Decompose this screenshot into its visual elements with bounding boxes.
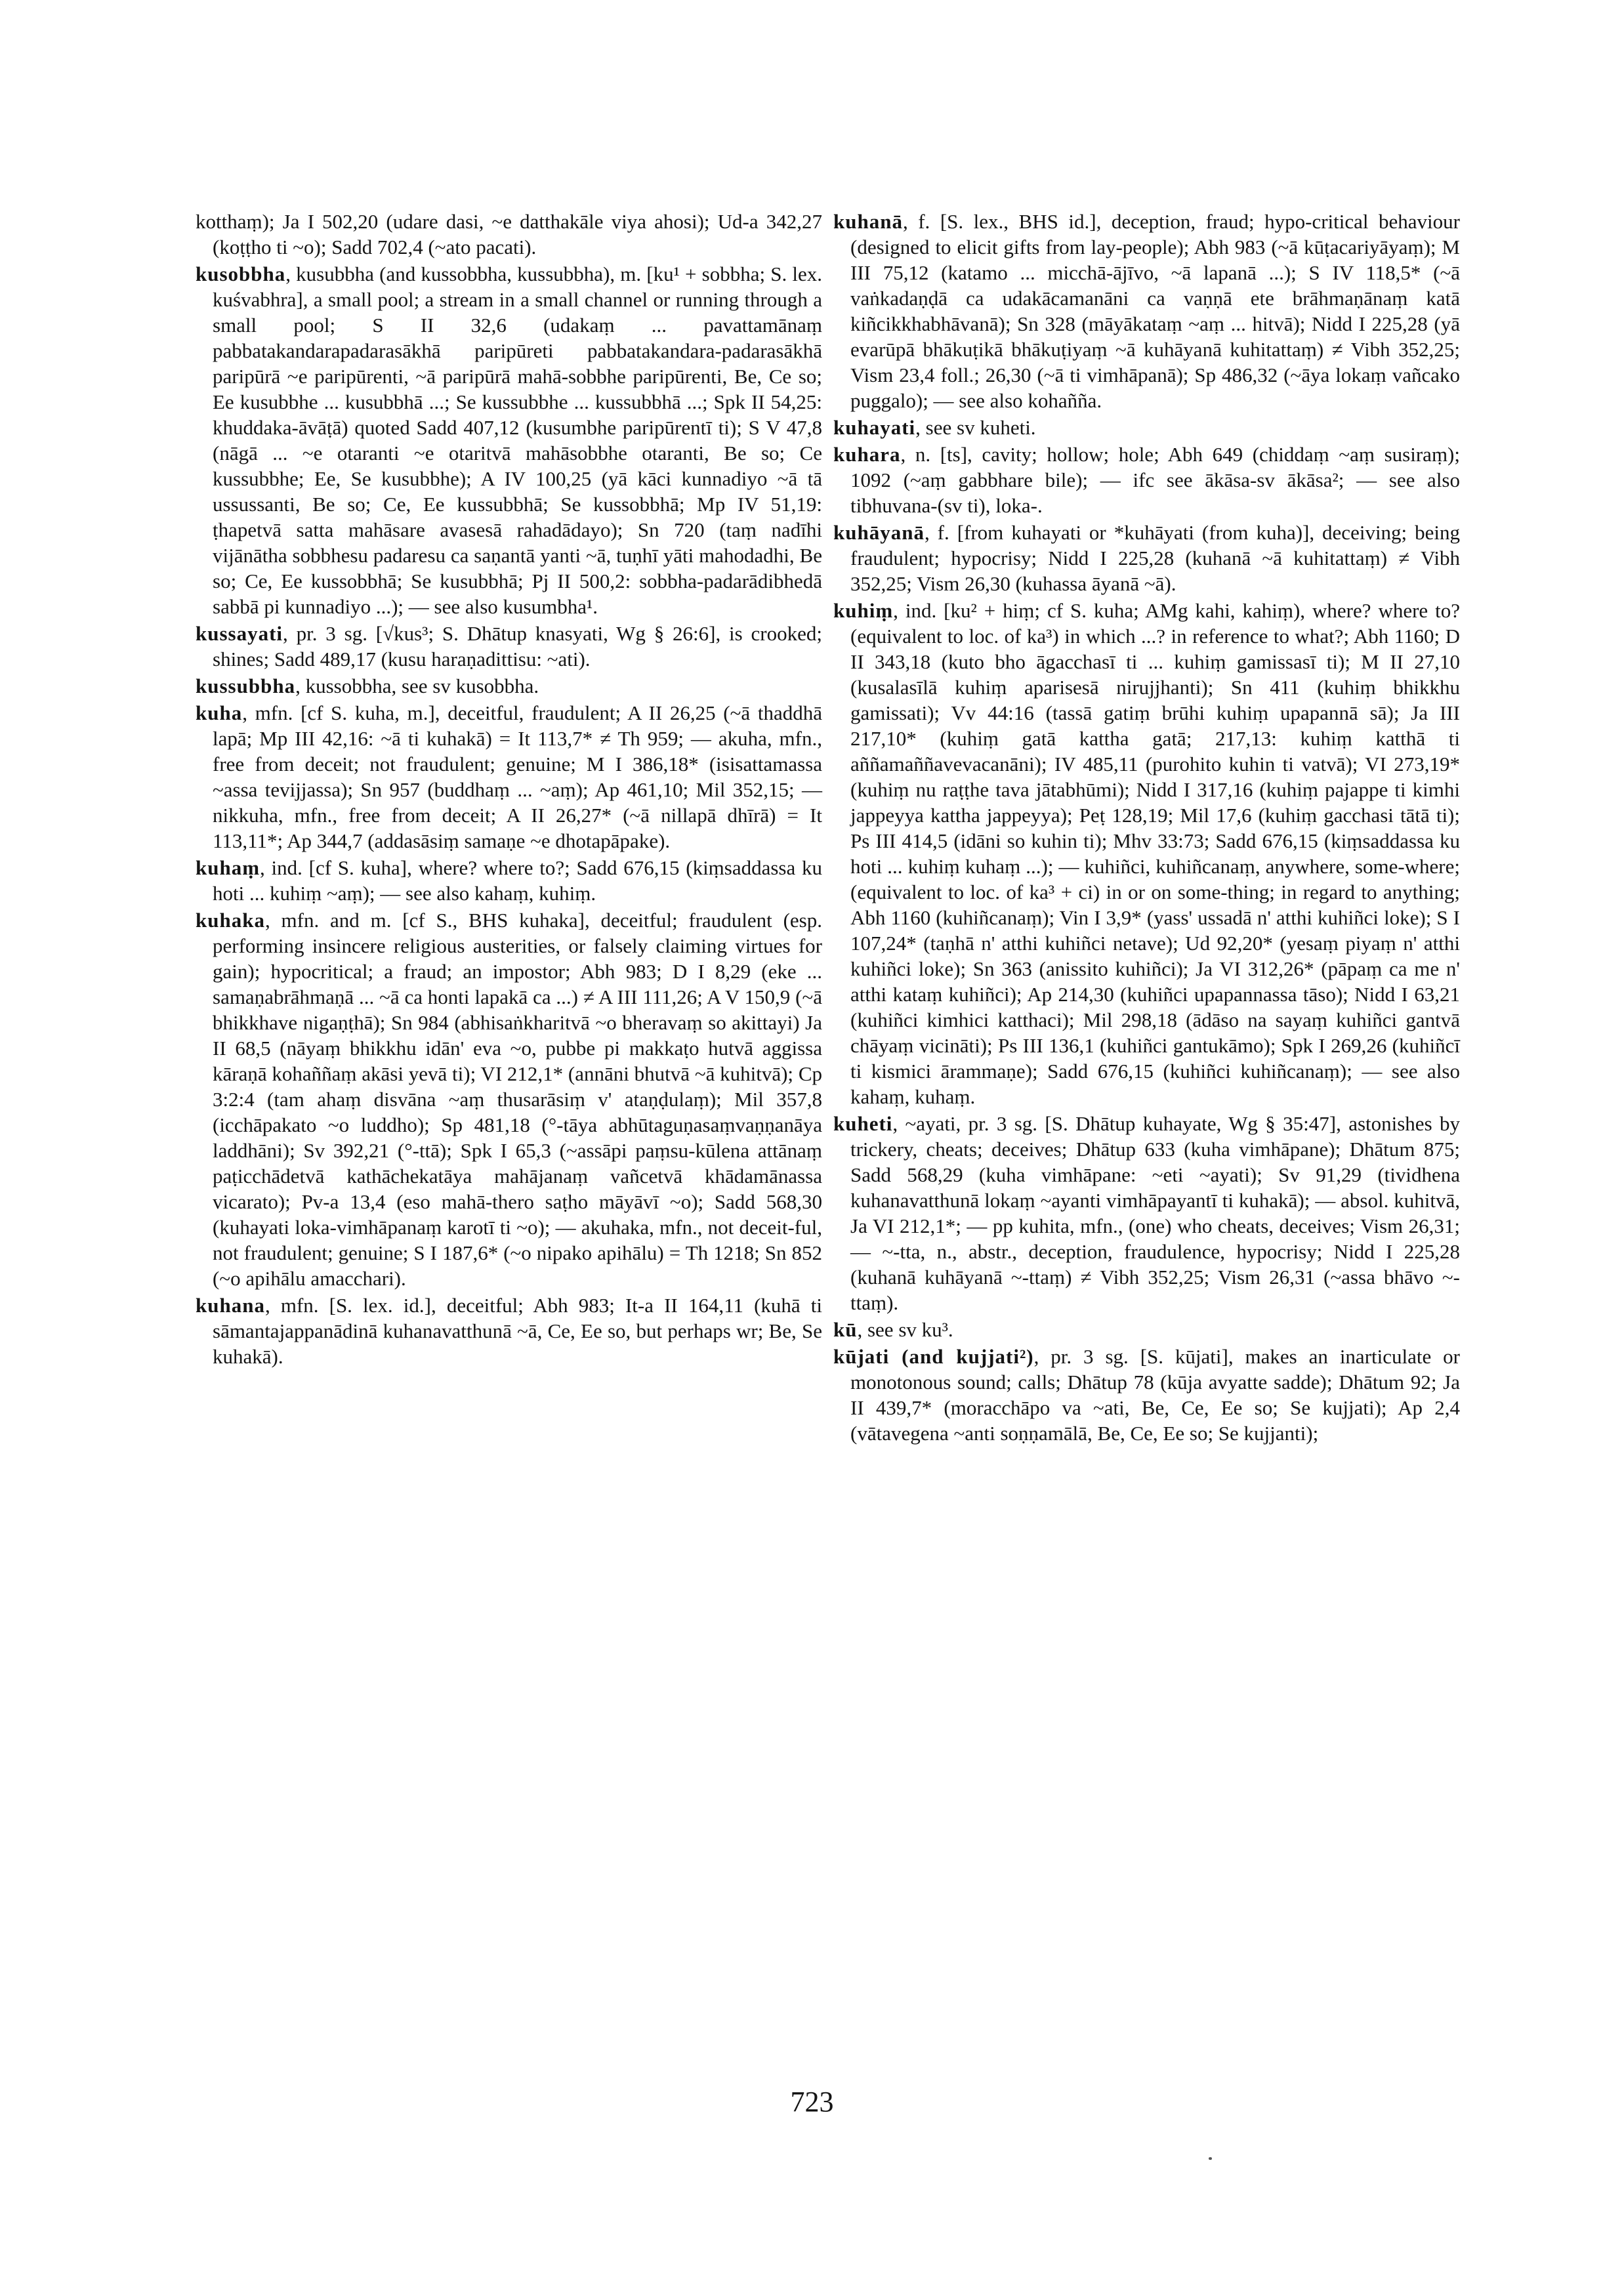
headword: kūjati (and kujjati²) <box>833 1345 1034 1368</box>
headword: kuhāyanā <box>833 521 925 544</box>
headword: kusobbha <box>196 262 286 285</box>
entry-kuhim: kuhiṃ, ind. [ku² + hiṃ; cf S. kuha; AMg kahi, kahiṃ), where? where to? (equivalent to loc. of ka³) in which ...? in reference to what?; Abh 1160; D II 343,18 (kuto bho āgacchasī ti ... kuhiṃ gamissasī ti); M II 27,10 (kusalasīlā kuhiṃ aparisesā nirujjhanti); Sn 411 (kuhiṃ bhikkhu gamissati); Vv 44:16 (tassā gatiṃ brūhi kuhiṃ upapannā sā); Ja III 217,10* (kuhiṃ gatā kattha gatā; 217,13: kuhiṃ katthā ti aññamaññavevacanāni); IV 485,11 (purohito kuhin ti vatvā); VI 273,19* (kuhiṃ nu raṭṭhe tava jātabhūmi); Nidd I 317,16 (kuhiṃ pajappe ti kimhi jappeyya kattha jappeyya); Peṭ 128,19; Mil 17,6 (kuhiṃ gacchasi tātā ti); Ps III 414,5 (idāni so kuhin ti); Mhv 33:73; Sadd 676,15 (kiṃsaddassa ku hoti ... kuhiṃ kuhaṃ ...); — kuhiñci, kuhiñcanaṃ, anywhere, some-where; (equivalent to loc. of ka³ + ci) in or on some-thing; in regard to anything; Abh 1160 (kuhiñcanaṃ); Vin I 3,9* (yass' ussadā n' atthi kuhiñci loke); S I 107,24* (taṇhā n' atthi kuhiñci netave); Ud 92,20* (yesaṃ piyaṃ n' atthi kuhiñci loke); Sn 363 (anissito kuhiñci); Ja VI 312,26* (pāpaṃ ca me n' atthi kataṃ kuhiñci); Ap 214,30 (kuhiñci upapannassa tāso); Nidd I 63,21 (kuhiñci kimhici katthaci); Mil 298,18 (ādāso na sayaṃ kuhiñci gantvā chāyaṃ vicināti); Ps III 136,1 (kuhiñci gantukāmo); Spk I 269,26 (kuhiñcī ti kismici ārammaṇe); Sadd 676,15 (kuhiñci kuhiñcanaṃ); — see also kahaṃ, kuhaṃ. <box>833 599 1460 1108</box>
entry-kuhayana: kuhāyanā, f. [from kuhayati or *kuhāyati (from kuha)], deceiving; being fraudulent; hypocrisy; Nidd I 225,28 (kuhanā ~ā kuhitattaṃ) ≠ Vibh 352,25; Vism 26,30 (kuhassa āyanā ~ā). <box>833 521 1460 595</box>
headword: kuha <box>196 701 243 724</box>
headword: kuhanā <box>833 210 903 233</box>
left-column <box>196 209 822 1371</box>
entry-kuheti: kuheti, ~ayati, pr. 3 sg. [S. Dhātup kuhayate, Wg § 35:47], astonishes by trickery, cheats; deceives; Dhātup 633 (kuha vimhāpane); Dhātum 875; Sadd 568,29 (kuha vimhāpane: ~eti ~ayati); Sv 91,29 (tividhena kuhanavatthunā lokaṃ ~ayanti vimhāpayantī ti kuhakā); — absol. kuhitvā, Ja VI 212,1*; — pp kuhita, mfn., (one) who cheats, deceives; Vism 26,31; — ~-tta, n., abstr., deception, fraudulence, hypocrisy; Nidd I 225,28 (kuhanā kuhāyanā ~-ttaṃ) ≠ Vibh 352,25; Vism 26,31 (~assa bhāvo ~-ttaṃ). <box>833 1112 1460 1314</box>
headword: kuhaṃ <box>196 856 260 879</box>
entry-kussayati: kussayati, pr. 3 sg. [√kus³; S. Dhātup knasyati, Wg § 26:6], is crooked; shines; Sadd 489,17 (kusu haraṇadittisu: ~ati). <box>196 622 822 671</box>
headword: kuhaka <box>196 909 265 932</box>
headword: kuhayati <box>833 416 916 439</box>
page-number: 723 <box>790 2086 834 2118</box>
headword: kuhana <box>196 1294 265 1317</box>
headword: kuhara <box>833 443 901 466</box>
scan-speck <box>1209 2157 1212 2160</box>
entry-ku: kū, see sv ku³. <box>833 1318 953 1341</box>
headword: kuhiṃ <box>833 599 894 622</box>
right-column <box>833 209 1460 1447</box>
entry-kuha: kuha, mfn. [cf S. kuha, m.], deceitful, fraudulent; A II 26,25 (~ā thaddhā lapā; Mp III 42,16: ~ā ti kuhakā) = It 113,7* ≠ Th 959; — akuha, mfn., free from deceit; not fraudulent; genuine; M I 386,18* (isisattamassa ~assa tevijjassa); Sn 957 (buddhaṃ ... ~aṃ); Ap 461,10; Mil 352,15; — nikkuha, mfn., free from deceit; A II 26,27* (~ā nillapā dhīrā) = It 113,11*; Ap 344,7 (addasāsiṃ samaṇe ~e dhotapāpake). <box>196 701 822 852</box>
entry-kusobbha: kusobbha, kusubbha (and kussobbha, kussubbha), m. [ku¹ + sobbha; S. lex. kuśvabhra], a small pool; a stream in a small channel or running through a small pool; S II 32,6 (udakaṃ ... pavattamānaṃ pabbatakandarapadarasākhā paripūreti pabbatakandara-padarasākhā paripūrā ~e paripūrenti, ~ā paripūrā mahā-sobbhe paripūrenti, Be, Ce so; Ee kusubbhe ... kusubbhā ...; Se kussubbhe ... kussubbhā ...; Spk II 54,25: khuddaka-āvāṭā) quoted Sadd 407,12 (kusumbhe paripūrentī ti); S V 47,8 (nāgā ... ~e otaranti ~e otaritvā mahāsobbhe otaranti, Be so; Ce kussubbhe; Ee, Se kusubbhe); A IV 100,25 (yā kāci kunnadiyo ~ā tā ussussanti, Be so; Ce, Ee kussubbhā; Se kussobbhā; Mp IV 51,19: ṭhapetvā satta mahāsare avasesā rahadādayo); Sn 720 (taṃ nadīhi vijānātha sobbhesu padaresu ca saṇantā yanti ~ā, tuṇhī yāti mahodadhi, Be so; Ce, Ee kussobbhā; Se kusubbhā; Pj II 500,2: sobbha-padarādibhedā sabbā pi kunnadiyo ...); — see also kusumbha¹. <box>196 262 822 618</box>
headword: kussubbha <box>196 674 296 697</box>
entry-kuhana-feminine: kuhanā, f. [S. lex., BHS id.], deception, fraud; hypo-critical behaviour (designed to elicit gifts from lay-people); Abh 983 (~ā kūṭacariyāyaṃ); M III 75,12 (katamo ... micchā-ājīvo, ~ā lapanā ...); S IV 118,5* (~ā vaṅkadaṇḍā ca udakācamanāni ca vaṇṇā ete brāhmaṇānaṃ katā kiñcikkhabhāvanā); Sn 328 (māyākataṃ ~aṃ ... hitvā); Nidd I 225,28 (yā evarūpā bhākuṭikā bhākuṭiyaṃ ~ā kuhāyanā kuhitattaṃ) ≠ Vibh 352,25; Vism 23,4 foll.; 26,30 (~ā ti vimhāpanā); Sp 486,32 (~āya lokaṃ vañcako puggalo); — see also kohañña. <box>833 210 1460 412</box>
entry-kuhayati: kuhayati, see sv kuheti. <box>833 416 1036 439</box>
entry-kussubbha: kussubbha, kussobbha, see sv kusobbha. <box>196 674 539 697</box>
entry-kujati: kūjati (and kujjati²), pr. 3 sg. [S. kūjati], makes an inarticulate or monotonous sound; calls; Dhātup 78 (kūja avyatte sadde); Dhātum 92; Ja II 439,7* (moracchāpo va ~ati, Be, Ce, Ee so; Se kujjati); Ap 2,4 (vātavegena ~anti soṇṇamālā, Be, Ce, Ee so; Se kujjanti); <box>833 1345 1460 1445</box>
entry-kuhana: kuhana, mfn. [S. lex. id.], deceitful; Abh 983; It-a II 164,11 (kuhā ti sāmantajappanādinā kuhanavatthunā ~ā, Ce, Ee so, but perhaps wr; Be, Se kuhakā). <box>196 1294 822 1368</box>
entry-kuhaka: kuhaka, mfn. and m. [cf S., BHS kuhaka], deceitful; fraudulent (esp. performing insincere religious austerities, or falsely claiming virtues for gain); hypocritical; a fraud; an impostor; Abh 983; D I 8,29 (eke ... samaṇabrāhmaṇā ... ~ā ca honti lapakā ca ...) ≠ A III 111,26; A V 150,9 (~ā bhikkhave nigaṇṭhā); Sn 984 (abhisaṅkharitvā ~o bheravaṃ so akittayi) Ja II 68,5 (nāyaṃ bhikkhu idān' eva ~o, pubbe pi makkaṭo hutvā aggissa kāraṇā kohaññaṃ akāsi yevā ti); VI 212,1* (annāni bhutvā ~ā kuhitvā); Cp 3:2:4 (tam ahaṃ disvāna ~aṃ thusarāsiṃ v' ataṇḍulaṃ); Mil 357,8 (icchāpakato ~o luddho); Sp 481,18 (°-tāya abhūtaguṇasaṃvaṇṇanāya laddhāni); Sv 392,21 (°-ttā); Spk I 65,3 (~assāpi paṃsu-kūlena attānaṃ paṭicchādetvā kathāchekatāya mahājanaṃ vañcetvā khādamānassa vicarato); Pv-a 13,4 (eso mahā-thero saṭho māyāvī ~o); Sadd 568,30 (kuhayati loka-vimhāpanaṃ karotī ti ~o); — akuhaka, mfn., not deceit-ful, not fraudulent; genuine; S I 187,6* (~o nipako apihālu) = Th 1218; Sn 852 (~o apihālu amacchari). <box>196 909 822 1290</box>
headword: kuheti <box>833 1112 893 1135</box>
entry-kuhara: kuhara, n. [ts], cavity; hollow; hole; Abh 649 (chiddaṃ ~aṃ susiraṃ); 1092 (~aṃ gabbhare bile); — ifc see ākāsa-sv ākāsa²; — see also tibhuvana-(sv ti), loka-. <box>833 443 1460 517</box>
entry-kuham: kuhaṃ, ind. [cf S. kuha], where? where to?; Sadd 676,15 (kiṃsaddassa ku hoti ... kuhiṃ ~aṃ); — see also kahaṃ, kuhiṃ. <box>196 856 822 905</box>
headword: kussayati <box>196 622 283 645</box>
entry-kottham-continued: kotthaṃ); Ja I 502,20 (udare dasi, ~e datthakāle viya ahosi); Ud-a 342,27 (koṭṭho ti ~o); Sadd 702,4 (~ato pacati). <box>196 210 822 258</box>
headword: kū <box>833 1318 858 1341</box>
